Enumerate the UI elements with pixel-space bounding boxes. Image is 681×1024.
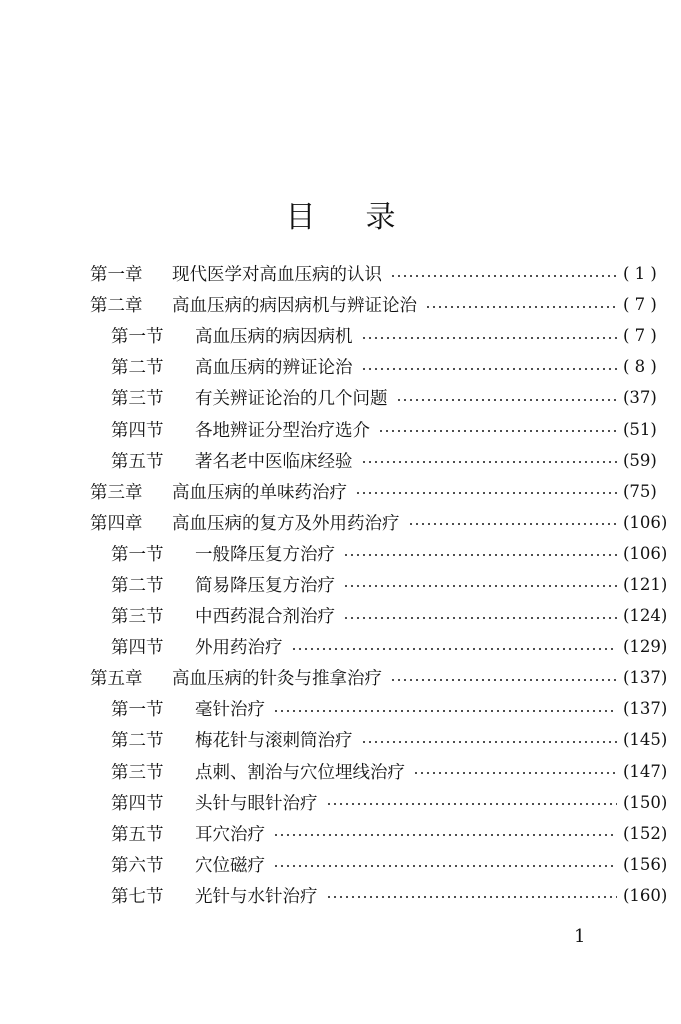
entry-page: (106) [623,543,668,563]
entry-label: 第四章 [90,513,143,534]
entry-title: 高血压病的病因病机 [195,327,353,348]
dot-leader [425,305,617,309]
dot-leader [361,367,618,371]
toc-entry-section[interactable] [0,538,681,569]
dot-leader [273,709,617,713]
entry-label: 第四节 [111,638,164,659]
entry-page: (152) [623,823,668,843]
entry-title: 高血压病的辨证论治 [195,358,353,379]
dot-leader [361,460,618,464]
entry-page: (37) [623,388,657,408]
entry-title: 各地辨证分型治疗选介 [195,420,370,441]
entry-page: (156) [623,854,668,874]
toc-entry-chapter-5[interactable] [0,662,681,693]
entry-title: 穴位磁疗 [195,855,265,876]
dot-leader [390,274,617,278]
dot-leader [326,802,618,806]
entry-label: 第四节 [111,793,164,814]
entry-label: 第二章 [90,296,143,317]
entry-page: (147) [623,761,668,781]
page-title [0,192,681,236]
toc-entry-chapter-2[interactable] [0,289,681,320]
dot-leader [343,584,617,588]
toc-entry-section[interactable] [0,413,681,444]
toc-entry-section[interactable] [0,724,681,755]
entry-title: 高血压病的病因病机与辨证论治 [172,296,417,317]
toc-entry-section[interactable] [0,849,681,880]
toc-entry-section[interactable] [0,880,681,911]
toc-entry-section[interactable] [0,818,681,849]
entry-title: 点刺、割治与穴位埋线治疗 [195,762,405,783]
entry-label: 第六节 [111,855,164,876]
page-number: 1 [574,926,586,947]
entry-page: (145) [623,730,668,750]
title-char-2: 录 [365,200,396,235]
entry-label: 第三节 [111,389,164,410]
entry-label: 第一节 [111,700,164,721]
dot-leader [355,491,617,495]
toc-entry-section[interactable] [0,382,681,413]
entry-title: 毫针治疗 [195,700,265,721]
entry-title: 光针与水针治疗 [195,886,318,907]
entry-page: (106) [623,512,668,532]
entry-title: 高血压病的复方及外用药治疗 [172,513,400,534]
entry-title: 高血压病的单味药治疗 [172,482,347,503]
dot-leader [326,895,618,899]
entry-title: 中西药混合剂治疗 [195,607,335,628]
toc-entry-section[interactable] [0,445,681,476]
toc-entry-section[interactable] [0,569,681,600]
toc-entry-section[interactable] [0,756,681,787]
entry-title: 简易降压复方治疗 [195,575,335,596]
dot-leader [343,553,617,557]
entry-label: 第五节 [111,451,164,472]
entry-title: 一般降压复方治疗 [195,544,335,565]
toc-entry-section[interactable] [0,787,681,818]
toc-entry-section[interactable] [0,631,681,662]
entry-page: ( 7 ) [623,326,657,346]
toc-entry-chapter-3[interactable] [0,476,681,507]
toc-entry-section[interactable] [0,320,681,351]
entry-page: (121) [623,574,668,594]
entry-label: 第三章 [90,482,143,503]
entry-label: 第二节 [111,358,164,379]
entry-page: (124) [623,606,668,626]
title-char-1: 目 [285,200,316,235]
toc-entry-section[interactable] [0,600,681,631]
toc-entry-chapter-1[interactable] [0,258,681,289]
entry-title: 头针与眼针治疗 [195,793,318,814]
entry-title: 耳穴治疗 [195,824,265,845]
entry-page: (129) [623,637,668,657]
dot-leader [273,833,617,837]
entry-label: 第五节 [111,824,164,845]
entry-page: (59) [623,450,657,470]
dot-leader [390,678,617,682]
dot-leader [343,616,617,620]
entry-page: (160) [623,885,668,905]
entry-title: 有关辨证论治的几个问题 [195,389,388,410]
entry-label: 第一章 [90,265,143,286]
toc-entry-chapter-4[interactable] [0,507,681,538]
dot-leader [361,740,618,744]
toc-entry-section[interactable] [0,351,681,382]
entry-page: (137) [623,699,668,719]
entry-label: 第七节 [111,886,164,907]
entry-page: (150) [623,792,668,812]
dot-leader [291,647,618,651]
entry-label: 第四节 [111,420,164,441]
entry-label: 第三节 [111,762,164,783]
toc-entry-section[interactable] [0,693,681,724]
entry-page: ( 1 ) [623,264,657,284]
entry-title: 高血压病的针灸与推拿治疗 [172,669,382,690]
dot-leader [413,771,617,775]
entry-label: 第五章 [90,669,143,690]
entry-title: 外用药治疗 [195,638,283,659]
entry-page: (75) [623,481,657,501]
entry-label: 第三节 [111,607,164,628]
entry-page: ( 8 ) [623,357,657,377]
dot-leader [408,522,618,526]
entry-title: 现代医学对高血压病的认识 [172,265,382,286]
entry-label: 第二节 [111,731,164,752]
entry-label: 第二节 [111,575,164,596]
table-of-contents [0,258,681,911]
dot-leader [273,864,617,868]
entry-title: 梅花针与滚刺筒治疗 [195,731,353,752]
entry-page: (137) [623,668,668,688]
entry-label: 第一节 [111,544,164,565]
entry-page: (51) [623,419,657,439]
dot-leader [378,429,617,433]
dot-leader [361,336,618,340]
entry-label: 第一节 [111,327,164,348]
entry-title: 著名老中医临床经验 [195,451,353,472]
dot-leader [396,398,618,402]
entry-page: ( 7 ) [623,295,657,315]
